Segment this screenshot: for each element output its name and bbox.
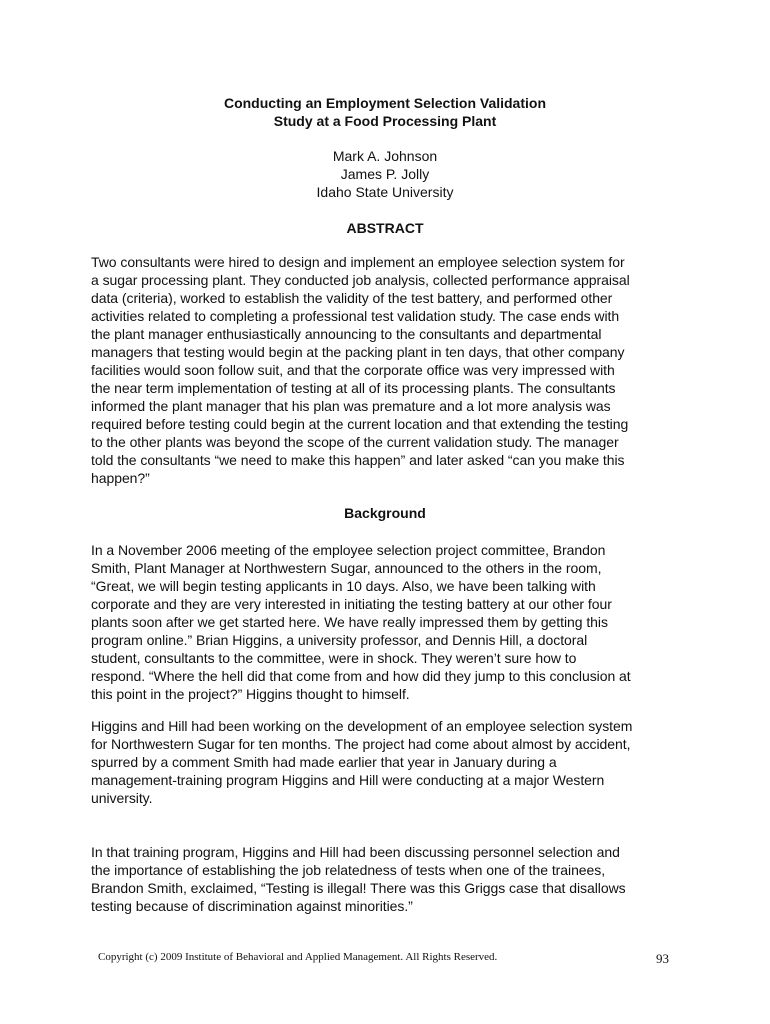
page-number: 93	[656, 951, 669, 966]
text-line: managers that testing would begin at the packing plant in ten days, that other company	[91, 344, 625, 360]
text-line: required before testing could begin at the current location and that extending the testing	[91, 416, 629, 432]
text-line: the near term implementation of testing at all of its processing plants. The consultants	[91, 380, 616, 396]
text-line: activities related to completing a professional test validation study. The case ends with	[91, 308, 620, 324]
author-block	[0, 147, 770, 201]
text-line: facilities would soon follow suit, and that the corporate office was very impressed with	[91, 362, 615, 378]
text-line: Smith, Plant Manager at Northwestern Sugar, announced to the others in the room,	[91, 560, 602, 576]
background-paragraph-2	[91, 717, 691, 807]
text-line: university.	[91, 790, 153, 806]
text-line: the plant manager enthusiastically announcing to the consultants and departmental	[91, 326, 602, 342]
author-name: Mark A. Johnson	[332, 148, 438, 164]
text-line: happen?”	[91, 470, 150, 486]
text-line: Two consultants were hired to design and implement an employee selection system for	[91, 254, 625, 270]
text-line: In a November 2006 meeting of the employee selection project committee, Brandon	[91, 542, 606, 558]
background-paragraph-3	[91, 843, 691, 915]
author-affiliation: Idaho State University	[316, 184, 454, 200]
text-line: respond. “Where the hell did that come from and how did they jump to this conclusion at	[91, 668, 631, 684]
text-line: told the consultants “we need to make this happen” and later asked “can you make this	[91, 452, 625, 468]
text-line: In that training program, Higgins and Hill had been discussing personnel selection and	[91, 844, 620, 860]
text-line: testing because of discrimination against minorities.”	[91, 898, 413, 914]
text-line: Brandon Smith, exclaimed, “Testing is illegal! There was this Griggs case that disallows	[91, 880, 626, 896]
text-line: management-training program Higgins and Hill were conducting at a major Western	[91, 772, 605, 788]
text-line: to the other plants was beyond the scope of the current validation study. The manager	[91, 434, 619, 450]
text-line: a sugar processing plant. They conducted job analysis, collected performance appraisal	[91, 272, 630, 288]
text-line: data (criteria), worked to establish the validity of the test battery, and performed other	[91, 290, 613, 306]
text-line: for Northwestern Sugar for ten months. The project had come about almost by accident,	[91, 736, 631, 752]
abstract-paragraph	[91, 253, 691, 487]
text-line: this point in the project?” Higgins thought to himself.	[91, 686, 410, 702]
text-line: informed the plant manager that his plan was premature and a lot more analysis was	[91, 398, 611, 414]
text-line: spurred by a comment Smith had made earlier that year in January during a	[91, 754, 557, 770]
text-line: plants soon after we get started here. We have really impressed them by getting this	[91, 614, 608, 630]
text-line: Higgins and Hill had been working on the development of an employee selection system	[91, 718, 633, 734]
title-line-2: Study at a Food Processing Plant	[273, 113, 497, 129]
paper-title	[0, 94, 770, 130]
copyright-footer: Copyright (c) 2009 Institute of Behavioral and Applied Management. All Rights Reserved.	[98, 951, 498, 963]
abstract-heading: ABSTRACT	[346, 220, 424, 236]
text-line: student, consultants to the committee, were in shock. They weren’t sure how to	[91, 650, 577, 666]
text-line: corporate and they are very interested in initiating the testing battery at our other four	[91, 596, 612, 612]
author-name: James P. Jolly	[340, 166, 430, 182]
text-line: “Great, we will begin testing applicants in 10 days. Also, we have been talking with	[91, 578, 596, 594]
text-line: program online.” Brian Higgins, a university professor, and Dennis Hill, a doctoral	[91, 632, 588, 648]
text-line: the importance of establishing the job relatedness of tests when one of the trainees,	[91, 862, 606, 878]
background-paragraph-1	[91, 541, 691, 703]
background-heading: Background	[344, 505, 426, 521]
title-line-1: Conducting an Employment Selection Validation	[223, 95, 547, 111]
